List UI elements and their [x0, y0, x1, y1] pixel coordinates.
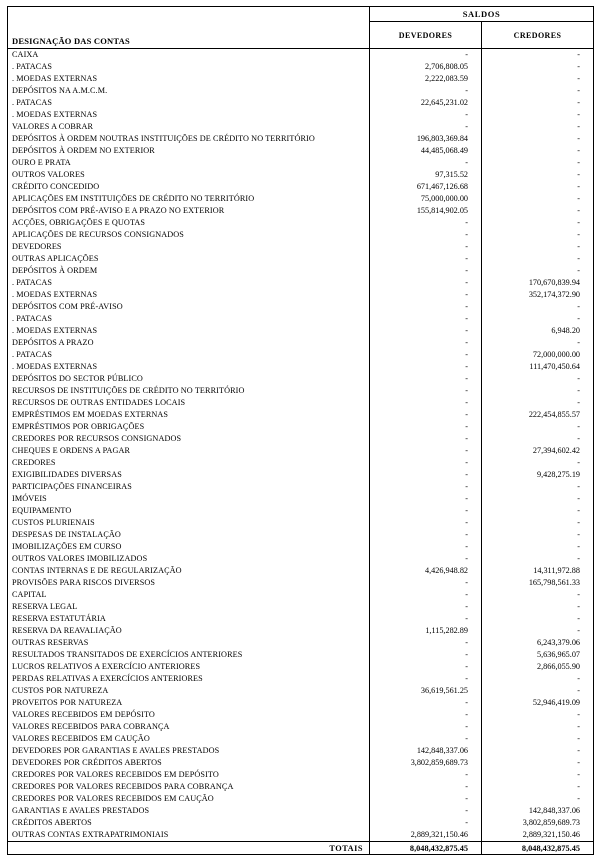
saldos-header: SALDOS — [370, 7, 593, 22]
devedores-value: - — [370, 325, 482, 337]
table-row — [8, 133, 593, 145]
devedores-value: - — [370, 361, 482, 373]
credores-column-header: CREDORES — [513, 30, 562, 40]
account-label: OUTRAS RESERVAS — [8, 637, 370, 649]
table-row — [8, 565, 593, 577]
credores-value: - — [577, 266, 580, 275]
devedores-value: - — [370, 289, 482, 301]
credores-value: - — [577, 62, 580, 71]
credores-value: - — [577, 74, 580, 83]
table-row — [8, 241, 593, 253]
devedores-value: - — [370, 457, 482, 469]
table-row — [8, 337, 593, 349]
account-label: . PATACAS — [8, 277, 370, 289]
credores-value: - — [577, 626, 580, 635]
account-label: VALORES A COBRAR — [8, 121, 370, 133]
table-row — [8, 745, 593, 757]
table-row — [8, 793, 593, 805]
credores-value: - — [577, 746, 580, 755]
account-label: OUTROS VALORES — [8, 169, 370, 181]
credores-value: - — [577, 770, 580, 779]
devedores-value: 3,802,859,689.73 — [370, 757, 482, 769]
account-label: GARANTIAS E AVALES PRESTADOS — [8, 805, 370, 817]
table-row — [8, 577, 593, 589]
credores-value: - — [577, 458, 580, 467]
table-row — [8, 469, 593, 481]
credores-value: 9,428,275.19 — [537, 470, 580, 479]
table-row — [8, 589, 593, 601]
table-row — [8, 817, 593, 829]
table-row — [8, 325, 593, 337]
table-row — [8, 49, 593, 61]
credores-value: - — [577, 482, 580, 491]
account-label: DEPÓSITOS À ORDEM — [8, 265, 370, 277]
table-row — [8, 361, 593, 373]
account-label: RECURSOS DE INSTITUIÇÕES DE CRÉDITO NO TERRITÓRIO — [8, 385, 370, 397]
table-row — [8, 757, 593, 769]
table-row — [8, 385, 593, 397]
credores-value: 111,470,450.64 — [529, 362, 580, 371]
account-label: RESULTADOS TRANSITADOS DE EXERCÍCIOS ANTERIORES — [8, 649, 370, 661]
credores-value: - — [577, 146, 580, 155]
devedores-value: - — [370, 709, 482, 721]
table-row — [8, 409, 593, 421]
account-label: RESERVA LEGAL — [8, 601, 370, 613]
account-label: APLICAÇÕES DE RECURSOS CONSIGNADOS — [8, 229, 370, 241]
credores-value: - — [577, 494, 580, 503]
account-label: DEPÓSITOS COM PRÉ-AVISO E A PRAZO NO EXTERIOR — [8, 205, 370, 217]
devedores-value: - — [370, 601, 482, 613]
table-row — [8, 85, 593, 97]
table-row — [8, 145, 593, 157]
account-label: IMOBILIZAÇÕES EM CURSO — [8, 541, 370, 553]
account-label: VALORES RECEBIDOS EM CAUÇÃO — [8, 733, 370, 745]
credores-value: - — [577, 110, 580, 119]
account-label: CREDORES POR VALORES RECEBIDOS EM DEPÓSITO — [8, 769, 370, 781]
devedores-value: - — [370, 433, 482, 445]
account-label: CREDORES POR VALORES RECEBIDOS EM CAUÇÃO — [8, 793, 370, 805]
credores-value: - — [577, 518, 580, 527]
table-row — [8, 205, 593, 217]
account-label: . MOEDAS EXTERNAS — [8, 289, 370, 301]
table-row — [8, 553, 593, 565]
credores-value: - — [577, 542, 580, 551]
devedores-value: 36,619,561.25 — [370, 685, 482, 697]
devedores-value: 4,426,948.82 — [370, 565, 482, 577]
devedores-value: - — [370, 229, 482, 241]
account-label: PARTICIPAÇÕES FINANCEIRAS — [8, 481, 370, 493]
table-row — [8, 217, 593, 229]
credores-value: - — [577, 794, 580, 803]
account-label: ACÇÕES, OBRIGAÇÕES E QUOTAS — [8, 217, 370, 229]
account-label: . MOEDAS EXTERNAS — [8, 73, 370, 85]
devedores-value: - — [370, 421, 482, 433]
account-label: DESPESAS DE INSTALAÇÃO — [8, 529, 370, 541]
credores-value: 170,670,839.94 — [528, 278, 580, 287]
credores-value: - — [577, 206, 580, 215]
saldos-subheaders — [370, 22, 593, 48]
devedores-value: - — [370, 373, 482, 385]
account-label: EMPRÉSTIMOS POR OBRIGAÇÕES — [8, 421, 370, 433]
devedores-value: - — [370, 469, 482, 481]
devedores-value: 2,706,808.05 — [370, 61, 482, 73]
account-label: CHEQUES E ORDENS A PAGAR — [8, 445, 370, 457]
devedores-value: 196,803,369.84 — [370, 133, 482, 145]
table-row — [8, 457, 593, 469]
table-row — [8, 301, 593, 313]
table-row — [8, 637, 593, 649]
credores-value: - — [577, 758, 580, 767]
account-label: . PATACAS — [8, 349, 370, 361]
table-row — [8, 229, 593, 241]
table-row — [8, 829, 593, 841]
devedores-value: - — [370, 241, 482, 253]
credores-value: 6,243,379.06 — [537, 638, 580, 647]
account-label: CUSTOS POR NATUREZA — [8, 685, 370, 697]
account-label: DEPÓSITOS A PRAZO — [8, 337, 370, 349]
credores-value: - — [577, 98, 580, 107]
balance-sheet — [7, 6, 594, 855]
credores-value: 2,866,055.90 — [537, 662, 580, 671]
credores-value: - — [577, 710, 580, 719]
credores-value: - — [577, 782, 580, 791]
devedores-value: - — [370, 337, 482, 349]
devedores-value: - — [370, 553, 482, 565]
account-label: LUCROS RELATIVOS A EXERCÍCIO ANTERIORES — [8, 661, 370, 673]
devedores-value: - — [370, 769, 482, 781]
account-label: CRÉDITO CONCEDIDO — [8, 181, 370, 193]
devedores-value: - — [370, 661, 482, 673]
devedores-value: - — [370, 817, 482, 829]
account-label: PERDAS RELATIVAS A EXERCÍCIOS ANTERIORES — [8, 673, 370, 685]
devedores-value: 1,115,282.89 — [370, 625, 482, 637]
table-row — [8, 253, 593, 265]
devedores-value: 142,848,337.06 — [370, 745, 482, 757]
account-label: CUSTOS PLURIENAIS — [8, 517, 370, 529]
credores-value: 3,802,859,689.73 — [522, 818, 580, 827]
devedores-value: 2,222,083.59 — [370, 73, 482, 85]
credores-value: - — [577, 194, 580, 203]
credores-value: - — [577, 686, 580, 695]
credores-value: 14,311,972.88 — [533, 566, 580, 575]
devedores-column-header: DEVEDORES — [370, 22, 482, 48]
table-row — [8, 721, 593, 733]
devedores-value: - — [370, 349, 482, 361]
credores-value: - — [577, 386, 580, 395]
credores-value: - — [577, 314, 580, 323]
account-label: IMÓVEIS — [8, 493, 370, 505]
credores-value: - — [577, 530, 580, 539]
account-label: APLICAÇÕES EM INSTITUIÇÕES DE CRÉDITO NO TERRITÓRIO — [8, 193, 370, 205]
account-label: PROVISÕES PARA RISCOS DIVERSOS — [8, 577, 370, 589]
devedores-value: - — [370, 277, 482, 289]
saldos-header-group — [370, 7, 593, 48]
table-row — [8, 481, 593, 493]
table-row — [8, 697, 593, 709]
table-row — [8, 97, 593, 109]
table-row — [8, 157, 593, 169]
account-label: . MOEDAS EXTERNAS — [8, 325, 370, 337]
table-row — [8, 541, 593, 553]
account-label: CREDORES — [8, 457, 370, 469]
devedores-value: - — [370, 649, 482, 661]
totals-devedores-value: 8,048,432,875.45 — [370, 842, 482, 855]
table-row — [8, 121, 593, 133]
table-row — [8, 349, 593, 361]
devedores-value: - — [370, 733, 482, 745]
devedores-value: - — [370, 673, 482, 685]
table-row — [8, 805, 593, 817]
credores-value: 142,848,337.06 — [528, 806, 580, 815]
devedores-value: 2,889,321,150.46 — [370, 829, 482, 841]
devedores-value: - — [370, 397, 482, 409]
account-label: . MOEDAS EXTERNAS — [8, 361, 370, 373]
table-body — [8, 49, 593, 841]
credores-value: 72,000,000.00 — [532, 350, 580, 359]
table-row — [8, 709, 593, 721]
table-row — [8, 421, 593, 433]
credores-value: 52,946,419.09 — [532, 698, 580, 707]
credores-value: - — [577, 602, 580, 611]
table-row — [8, 109, 593, 121]
account-label: RESERVA ESTATUTÁRIA — [8, 613, 370, 625]
devedores-value: - — [370, 121, 482, 133]
credores-value: - — [577, 218, 580, 227]
account-label: EQUIPAMENTO — [8, 505, 370, 517]
devedores-value: - — [370, 517, 482, 529]
devedores-value: - — [370, 301, 482, 313]
table-row — [8, 529, 593, 541]
credores-value: 222,454,855.57 — [528, 410, 580, 419]
account-label: CONTAS INTERNAS E DE REGULARIZAÇÃO — [8, 565, 370, 577]
table-row — [8, 601, 593, 613]
credores-value: 165,798,561.33 — [528, 578, 580, 587]
credores-value: - — [577, 506, 580, 515]
account-label: DEPÓSITOS DO SECTOR PÚBLICO — [8, 373, 370, 385]
table-row — [8, 661, 593, 673]
credores-value: - — [577, 182, 580, 191]
credores-value: - — [577, 722, 580, 731]
devedores-value: - — [370, 493, 482, 505]
account-label: OUTRAS APLICAÇÕES — [8, 253, 370, 265]
devedores-value: - — [370, 613, 482, 625]
table-row — [8, 277, 593, 289]
devedores-value: 155,814,902.05 — [370, 205, 482, 217]
table-row — [8, 733, 593, 745]
table-row — [8, 769, 593, 781]
table-row — [8, 673, 593, 685]
table-row — [8, 781, 593, 793]
devedores-value: - — [370, 505, 482, 517]
credores-value: - — [577, 614, 580, 623]
devedores-value: - — [370, 385, 482, 397]
devedores-value: - — [370, 529, 482, 541]
account-label: OUTROS VALORES IMOBILIZADOS — [8, 553, 370, 565]
devedores-value: 97,315.52 — [370, 169, 482, 181]
table-row — [8, 313, 593, 325]
table-row — [8, 685, 593, 697]
table-row — [8, 61, 593, 73]
credores-value: - — [577, 374, 580, 383]
table-row — [8, 265, 593, 277]
credores-value: - — [577, 50, 580, 59]
table-row — [8, 493, 593, 505]
table-row — [8, 169, 593, 181]
credores-value: - — [577, 170, 580, 179]
account-label: CREDORES POR VALORES RECEBIDOS PARA COBRANÇA — [8, 781, 370, 793]
totals-row — [8, 841, 593, 855]
account-label: OUTRAS CONTAS EXTRAPATRIMONIAIS — [8, 829, 370, 841]
designacao-column-header: DESIGNAÇÃO DAS CONTAS — [8, 7, 370, 48]
account-label: VALORES RECEBIDOS PARA COBRANÇA — [8, 721, 370, 733]
account-label: CAPITAL — [8, 589, 370, 601]
account-label: EXIGIBILIDADES DIVERSAS — [8, 469, 370, 481]
account-label: CAIXA — [8, 49, 370, 61]
account-label: RECURSOS DE OUTRAS ENTIDADES LOCAIS — [8, 397, 370, 409]
account-label: DEVEDORES POR CRÉDITOS ABERTOS — [8, 757, 370, 769]
table-row — [8, 517, 593, 529]
credores-value: - — [577, 122, 580, 131]
devedores-value: - — [370, 589, 482, 601]
devedores-value: 44,485,068.49 — [370, 145, 482, 157]
credores-value: - — [577, 230, 580, 239]
devedores-value: - — [370, 253, 482, 265]
account-label: DEPÓSITOS À ORDEM NOUTRAS INSTITUIÇÕES DE CRÉDITO NO TERRITÓRIO — [8, 133, 370, 145]
account-label: OURO E PRATA — [8, 157, 370, 169]
table-row — [8, 289, 593, 301]
devedores-value: 671,467,126.68 — [370, 181, 482, 193]
devedores-value: - — [370, 85, 482, 97]
table-row — [8, 433, 593, 445]
table-row — [8, 445, 593, 457]
account-label: . PATACAS — [8, 313, 370, 325]
totals-label: TOTAIS — [8, 842, 370, 855]
account-label: . MOEDAS EXTERNAS — [8, 109, 370, 121]
totals-credores-value: 8,048,432,875.45 — [521, 844, 580, 853]
credores-value: - — [577, 434, 580, 443]
account-label: DEVEDORES POR GARANTIAS E AVALES PRESTADOS — [8, 745, 370, 757]
credores-value: 2,889,321,150.46 — [522, 830, 580, 839]
credores-value: - — [577, 422, 580, 431]
devedores-value: - — [370, 541, 482, 553]
account-label: DEVEDORES — [8, 241, 370, 253]
credores-value: - — [577, 554, 580, 563]
table-row — [8, 181, 593, 193]
credores-value: - — [577, 590, 580, 599]
account-label: . PATACAS — [8, 97, 370, 109]
account-label: EMPRÉSTIMOS EM MOEDAS EXTERNAS — [8, 409, 370, 421]
devedores-value: - — [370, 697, 482, 709]
table-row — [8, 625, 593, 637]
account-label: PROVEITOS POR NATUREZA — [8, 697, 370, 709]
credores-value: - — [577, 86, 580, 95]
devedores-value: - — [370, 49, 482, 61]
devedores-value: - — [370, 721, 482, 733]
devedores-value: - — [370, 793, 482, 805]
credores-value: - — [577, 134, 580, 143]
account-label: CREDORES POR RECURSOS CONSIGNADOS — [8, 433, 370, 445]
credores-value: 5,636,965.07 — [537, 650, 580, 659]
devedores-value: - — [370, 409, 482, 421]
account-label: DEPÓSITOS NA A.M.C.M. — [8, 85, 370, 97]
table-row — [8, 649, 593, 661]
table-row — [8, 373, 593, 385]
account-label: . PATACAS — [8, 61, 370, 73]
credores-value: - — [577, 398, 580, 407]
credores-value: - — [577, 242, 580, 251]
devedores-value: - — [370, 157, 482, 169]
table-row — [8, 397, 593, 409]
devedores-value: - — [370, 481, 482, 493]
devedores-value: - — [370, 313, 482, 325]
credores-value: - — [577, 254, 580, 263]
table-header — [8, 7, 593, 49]
devedores-value: - — [370, 109, 482, 121]
credores-value: - — [577, 158, 580, 167]
account-label: DEPÓSITOS COM PRÉ-AVISO — [8, 301, 370, 313]
credores-value: 6,948.20 — [551, 326, 580, 335]
devedores-value: - — [370, 805, 482, 817]
devedores-value: - — [370, 265, 482, 277]
table-row — [8, 193, 593, 205]
devedores-value: - — [370, 217, 482, 229]
credores-value: - — [577, 302, 580, 311]
account-label: RESERVA DA REAVALIAÇÃO — [8, 625, 370, 637]
credores-value: 352,174,372.90 — [528, 290, 580, 299]
account-label: CRÉDITOS ABERTOS — [8, 817, 370, 829]
devedores-value: - — [370, 577, 482, 589]
devedores-value: 75,000,000.00 — [370, 193, 482, 205]
table-row — [8, 613, 593, 625]
devedores-value: - — [370, 781, 482, 793]
table-row — [8, 73, 593, 85]
devedores-value: - — [370, 637, 482, 649]
devedores-value: 22,645,231.02 — [370, 97, 482, 109]
table-row — [8, 505, 593, 517]
account-label: DEPÓSITOS À ORDEM NO EXTERIOR — [8, 145, 370, 157]
credores-value: - — [577, 674, 580, 683]
credores-value: - — [577, 734, 580, 743]
credores-value: - — [577, 338, 580, 347]
credores-value: 27,394,602.42 — [532, 446, 580, 455]
devedores-value: - — [370, 445, 482, 457]
account-label: VALORES RECEBIDOS EM DEPÓSITO — [8, 709, 370, 721]
